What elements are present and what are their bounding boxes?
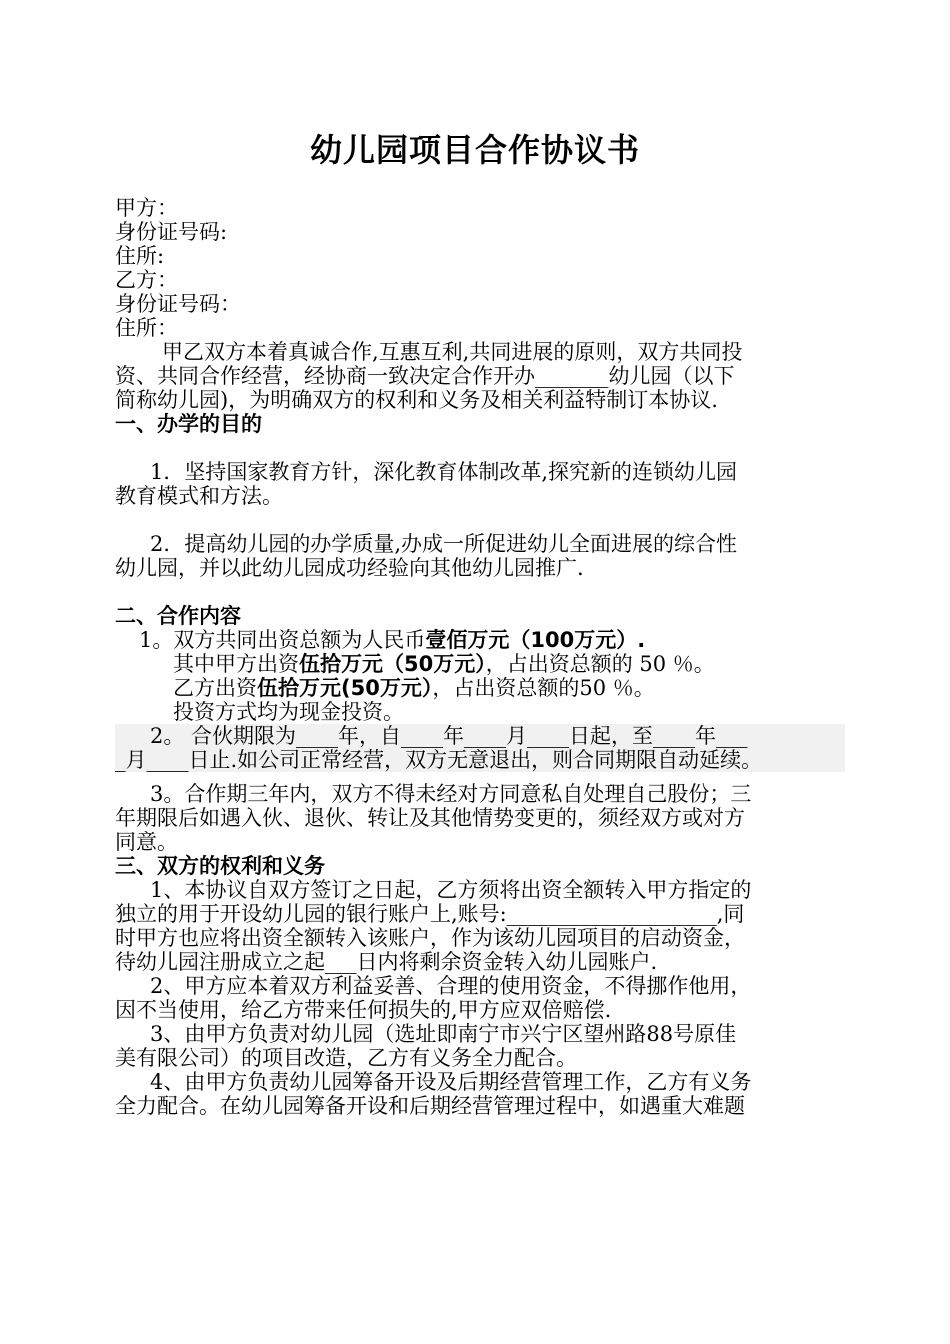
- document-title: 幼儿园项目合作协议书: [309, 131, 640, 169]
- clause-line: 4、由甲方负责幼儿园筹备开设及后期经营管理工作，乙方有义务: [150, 1070, 752, 1094]
- party-a-id-label: 身份证号码:: [115, 220, 228, 244]
- clause-line: 同意。: [115, 830, 178, 854]
- clause-line: 美有限公司）的项目改造，乙方有义务全力配合。: [115, 1046, 577, 1070]
- clause-line: 1．坚持国家教育方针，深化教育体制改革,探究新的连锁幼儿园: [150, 460, 738, 484]
- clause-line: [115, 676, 845, 700]
- section-heading: 一、办学的目的: [115, 412, 262, 436]
- clause-line: [115, 652, 845, 676]
- clause-line: 全力配合。在幼儿园筹备开设和后期经营管理过程中，如遇重大难题: [115, 1094, 745, 1118]
- clause-line: [115, 628, 845, 652]
- preamble-line: 简称幼儿园)，为明确双方的权利和义务及相关利益特制订本协议.: [115, 388, 718, 412]
- clause-text: 乙方出资: [173, 676, 257, 700]
- clause-text: 其中甲方出资: [173, 652, 299, 676]
- clause-amount: 伍拾万元（50万元）: [299, 652, 486, 676]
- clause-line: _月____日止.如公司正常经营，双方无意退出，则合同期限自动延续。: [115, 748, 845, 772]
- party-a-address-label: 住所:: [115, 244, 165, 268]
- preamble-line: 甲乙双方本着真诚合作,互惠互利,共同进展的原则，双方共同投: [162, 340, 743, 364]
- clause-line: 年期限后如遇入伙、退伙、转让及其他情势变更的，须经双方或对方: [115, 806, 745, 830]
- clause-line: 独立的用于开设幼儿园的银行账户上,账号:____________________,同: [115, 902, 745, 926]
- party-b-label: 乙方：: [115, 268, 178, 292]
- preamble-line: 资、共同合作经营，经协商一致决定合作开办_______幼儿园（以下: [115, 364, 735, 388]
- party-b-id-label: 身份证号码：: [115, 292, 241, 316]
- clause-line: 教育模式和方法。: [115, 484, 283, 508]
- party-b-address-label: 住所：: [115, 316, 178, 340]
- clause-line: 待幼儿园注册成立之起___日内将剩余资金转入幼儿园账户.: [115, 950, 658, 974]
- party-a-label: 甲方：: [115, 196, 178, 220]
- section-heading: 三、双方的权利和义务: [115, 854, 325, 878]
- clause-line: 3。合作期三年内，双方不得未经对方同意私自处理自己股份；三: [150, 782, 752, 806]
- clause-text: 1。双方共同出资总额为人民币: [139, 628, 426, 652]
- clause-line: 投资方式均为现金投资。: [173, 700, 404, 724]
- clause-text: ，占出资总额的 50 ％。: [485, 652, 715, 676]
- clause-line: 时甲方也应将出资全额转入该账户，作为该幼儿园项目的启动资金，: [115, 926, 745, 950]
- clause-line: 2、甲方应本着双方利益妥善、合理的使用资金，不得挪作他用，: [150, 974, 752, 998]
- clause-text: ，占出资总额的50 ％。: [432, 676, 655, 700]
- section-heading: 二、合作内容: [115, 604, 241, 628]
- clause-amount: 壹佰万元（100万元）.: [425, 628, 646, 652]
- clause-line: 2．提高幼儿园的办学质量,办成一所促进幼儿全面进展的综合性: [150, 532, 738, 556]
- clause-amount: 伍拾万元(50万元）: [257, 676, 433, 700]
- clause-line: 1、本协议自双方签订之日起，乙方须将出资全额转入甲方指定的: [150, 878, 752, 902]
- clause-line: 2。 合伙期限为____年，自____年____月____日起，至____年___: [115, 724, 845, 748]
- clause-line: 因不当使用，给乙方带来任何损失的,甲方应双倍赔偿.: [115, 998, 612, 1022]
- clause-line: 幼儿园，并以此幼儿园成功经验向其他幼儿园推广.: [115, 556, 584, 580]
- clause-line: 3、由甲方负责对幼儿园（选址即南宁市兴宁区望州路88号原佳: [150, 1022, 737, 1046]
- document-body: [115, 196, 845, 1118]
